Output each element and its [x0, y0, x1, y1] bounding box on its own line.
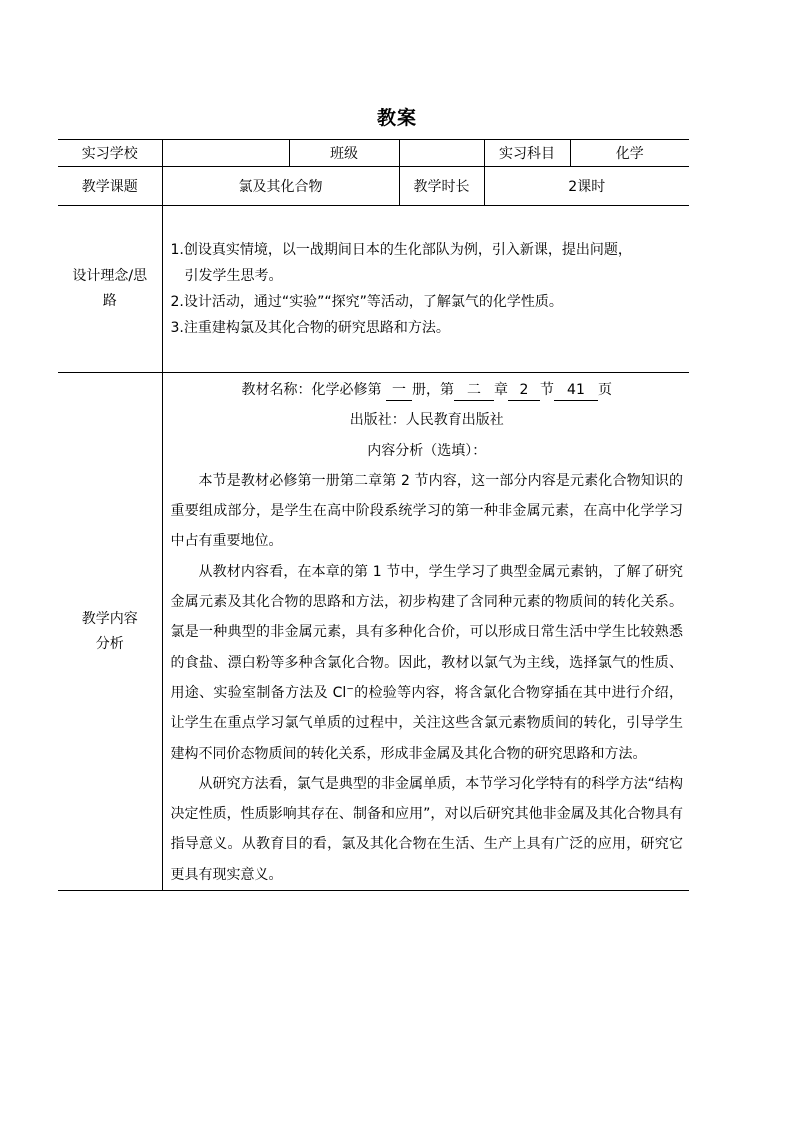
school-label: 实习学校 [58, 140, 162, 167]
textbook-line [171, 375, 684, 405]
design-item-2-number: 2. [170, 294, 184, 310]
analysis-content [162, 373, 689, 891]
subject-value: 化学 [570, 140, 689, 167]
design-content [162, 206, 689, 373]
duration-label: 教学时长 [399, 167, 484, 206]
design-label-line1: 设计理念/思 [72, 268, 148, 284]
class-value [399, 140, 484, 167]
analysis-label-line1: 教学内容 [81, 610, 138, 627]
school-value [162, 140, 289, 167]
subject-label: 实习科目 [484, 140, 570, 167]
design-item-3 [171, 315, 686, 341]
chloride-charge-superscript: − [346, 684, 354, 695]
section-unit: 节 [539, 382, 554, 398]
design-item-2 [171, 289, 686, 315]
design-label-line2: 路 [102, 293, 117, 309]
publisher-line: 出版社：人民教育出版社 [349, 412, 504, 429]
content-analysis-heading: 内容分析（选填）： [367, 442, 487, 459]
volume-unit: 册，第 [411, 382, 454, 398]
topic-row [58, 167, 689, 206]
design-item-1-number: 1. [170, 242, 184, 258]
analysis-paragraph-2-part-b: 的检验等内容，将含氯化合物穿插在其中进行介绍，让学生在重点学习氯气单质的过程中，关注这些含氯元素物质间的转化，引导学生建构不同价态物质间的转化关系，形成非金属及其化合物的研究思路和方法。 [170, 684, 683, 762]
volume-value: 一 [386, 380, 412, 401]
design-item-1-text: 创设真实情境，以一战期间日本的生化部队为例，引入新课，提出问题， [183, 242, 632, 258]
chapter-value: 二 [454, 380, 494, 401]
design-item-2-text: 设计活动，通过“实验”“探究”等活动，了解氯气的化学性质。 [183, 294, 563, 310]
section-value: 2 [508, 380, 540, 401]
header-row [58, 140, 689, 167]
design-item-3-number: 3. [170, 320, 184, 336]
analysis-paragraph-1: 本节是教材必修第一册第二章第 2 节内容，这一部分内容是元素化合物知识的重要组成部分，是学生在高中阶段系统学习的第一种非金属元素，在高中化学学习中占有重要地位。 [170, 472, 683, 550]
lesson-plan-table [58, 139, 689, 891]
design-item-1-continuation: 引发学生思考。 [184, 268, 283, 284]
textbook-prefix: 教材名称：化学必修第 [241, 382, 382, 398]
page-value: 41 [554, 380, 598, 401]
page-unit: 页 [597, 382, 612, 398]
design-item-3-text: 注重建构氯及其化合物的研究思路和方法。 [183, 320, 450, 336]
analysis-paragraph-2-part-a: 从教材内容看，在本章的第 1 节中，学生学习了典型金属元素钠，了解了研究金属元素及其化合物的思路和方法，初步构建了含同种元素的物质间的转化关系。氯是一种典型的非金属元素，具有多种化合价，可以形成日常生活中学生比较熟悉的食盐、漂白粉等多种含氯化合物。因此，教材以氯气为主线，选择氯气的性质、用途、实验室制备方法及 Cl [170, 563, 683, 701]
document-title: 教案 [376, 107, 417, 129]
topic-value: 氯及其化合物 [162, 167, 399, 206]
class-label: 班级 [289, 140, 399, 167]
design-label [58, 206, 162, 373]
analysis-label [58, 373, 162, 891]
design-item-1 [171, 237, 686, 289]
analysis-row [58, 373, 689, 891]
chapter-unit: 章 [493, 382, 508, 398]
duration-value: 2课时 [484, 167, 689, 206]
analysis-label-line2: 分析 [95, 635, 124, 652]
analysis-paragraph-3: 从研究方法看，氯气是典型的非金属单质，本节学习化学特有的科学方法“结构决定性质，性质影响其存在、制备和应用”，对以后研究其他非金属及其化合物具有指导意义。从教育目的看，氯及其化合物在生活、生产上具有广泛的应用，研究它更具有现实意义。 [170, 775, 683, 883]
topic-label: 教学课题 [58, 167, 162, 206]
analysis-paragraph-2 [171, 557, 684, 769]
design-row [58, 206, 689, 373]
